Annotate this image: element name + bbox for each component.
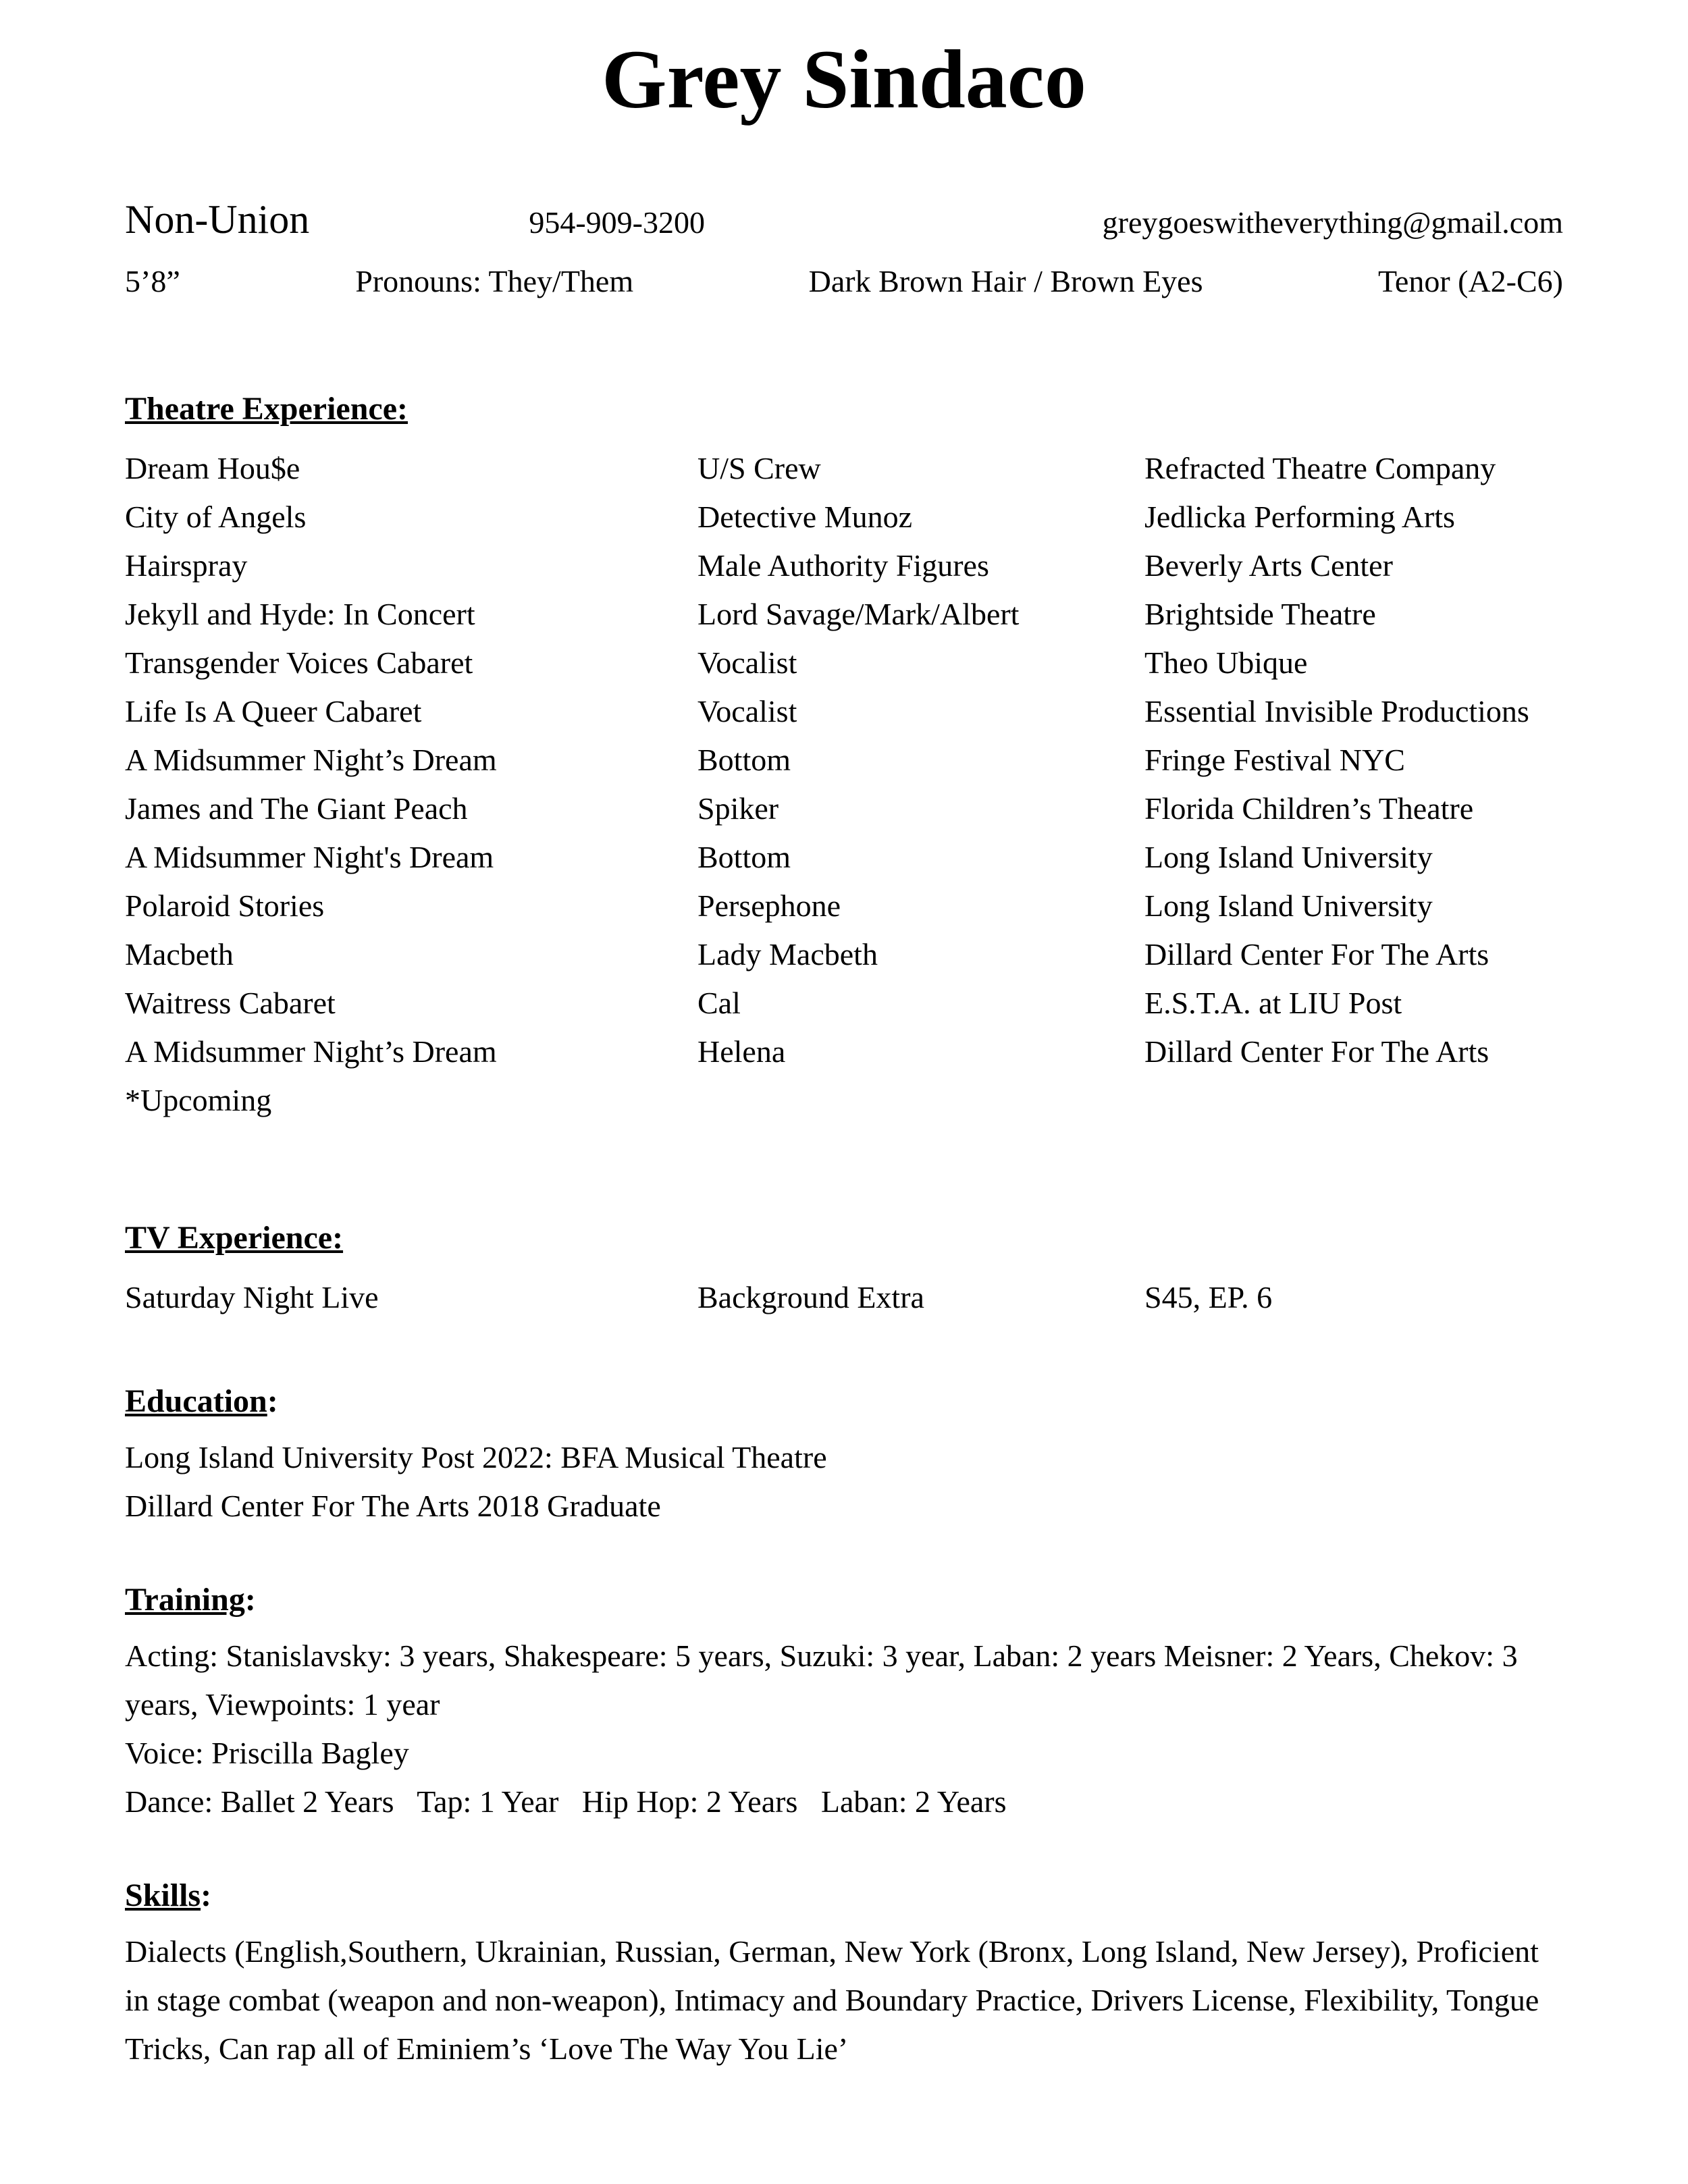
company: Dillard Center For The Arts: [1144, 1034, 1489, 1069]
role: Bottom: [697, 840, 791, 875]
show-title: Waitress Cabaret: [125, 986, 336, 1021]
education-lines: [125, 1433, 1563, 1530]
stats-row: [125, 263, 1563, 299]
education-section-heading: Education:: [125, 1383, 278, 1420]
voice-range-stat: Tenor (A2-C6): [1378, 264, 1563, 299]
training-voice-line: Voice: Priscilla Bagley: [125, 1736, 409, 1771]
role: U/S Crew: [697, 451, 821, 486]
hair-eyes-stat: Dark Brown Hair / Brown Eyes: [808, 264, 1203, 299]
role: Persephone: [697, 888, 841, 924]
show-title: Macbeth: [125, 937, 234, 972]
show-title: Polaroid Stories: [125, 888, 325, 924]
company: Florida Children’s Theatre: [1144, 791, 1474, 826]
pronouns-stat: Pronouns: They/Them: [355, 264, 634, 299]
episode: S45, EP. 6: [1144, 1280, 1273, 1315]
company: Jedlicka Performing Arts: [1144, 500, 1455, 535]
theatre-credits-table: [125, 444, 1563, 1125]
role: Detective Munoz: [697, 500, 913, 535]
phone-number: 954-909-3200: [529, 205, 705, 240]
education-line: Long Island University Post 2022: BFA Musical Theatre: [125, 1440, 827, 1475]
role: Cal: [697, 986, 741, 1021]
company: Long Island University: [1144, 888, 1433, 924]
contact-row: [125, 196, 1563, 243]
company: Beverly Arts Center: [1144, 548, 1393, 583]
role: Lady Macbeth: [697, 937, 878, 972]
skills-text: Dialects (English,Southern, Ukrainian, Russian, German, New York (Bronx, Long Island, New Jersey), Proficient in stage combat (weapon and non-weapon), Intimacy and Boundary Practice, Drivers License, Flexibility, Tongue Tricks, Can rap all of Eminiem’s ‘Love The Way You Lie’: [125, 1934, 1547, 2067]
show-title: Dream Hou$e: [125, 451, 300, 486]
show-title: A Midsummer Night’s Dream: [125, 1034, 497, 1069]
role: Background Extra: [697, 1280, 924, 1315]
show-title: Hairspray: [125, 548, 248, 583]
show-title: A Midsummer Night's Dream: [125, 840, 494, 875]
training-dance-line: Dance: Ballet 2 Years Tap: 1 Year Hip Hop: 2 Years Laban: 2 Years: [125, 1784, 1007, 1819]
show-title: James and The Giant Peach: [125, 791, 468, 826]
training-acting-line: Acting: Stanislavsky: 3 years, Shakespeare: 5 years, Suzuki: 3 year, Laban: 2 years Meisner: 2 Years, Chekov: 3 years, Viewpoints: 1 year: [125, 1639, 1526, 1722]
company: Long Island University: [1144, 840, 1433, 875]
role: Vocalist: [697, 645, 797, 681]
height-stat: 5’8”: [125, 264, 180, 299]
tv-section-heading: TV Experience:: [125, 1220, 344, 1256]
training-section-heading: Training:: [125, 1582, 256, 1618]
education-line: Dillard Center For The Arts 2018 Graduate: [125, 1489, 661, 1524]
training-lines: [125, 1632, 1563, 1826]
show-title: Saturday Night Live: [125, 1280, 379, 1315]
company: Theo Ubique: [1144, 645, 1308, 681]
skills-section-heading: Skills:: [125, 1877, 212, 1914]
company: Fringe Festival NYC: [1144, 743, 1405, 778]
union-status: Non-Union: [125, 197, 310, 242]
role: Male Authority Figures: [697, 548, 989, 583]
company: Brightside Theatre: [1144, 597, 1376, 632]
role: Spiker: [697, 791, 779, 826]
upcoming-footnote: *Upcoming: [125, 1083, 272, 1118]
theatre-section-heading: Theatre Experience:: [125, 391, 408, 427]
company: Dillard Center For The Arts: [1144, 937, 1489, 972]
company: E.S.T.A. at LIU Post: [1144, 986, 1402, 1021]
tv-credits-table: [125, 1273, 1563, 1322]
company: Refracted Theatre Company: [1144, 451, 1496, 486]
show-title: City of Angels: [125, 500, 307, 535]
role: Helena: [697, 1034, 786, 1069]
role: Bottom: [697, 743, 791, 778]
email-address: greygoeswitheverything@gmail.com: [1102, 205, 1563, 240]
role: Lord Savage/Mark/Albert: [697, 597, 1020, 632]
show-title: Transgender Voices Cabaret: [125, 645, 473, 681]
role: Vocalist: [697, 694, 797, 729]
resume-title: Grey Sindaco: [602, 33, 1086, 126]
show-title: Jekyll and Hyde: In Concert: [125, 597, 475, 632]
show-title: A Midsummer Night’s Dream: [125, 743, 497, 778]
show-title: Life Is A Queer Cabaret: [125, 694, 422, 729]
company: Essential Invisible Productions: [1144, 694, 1529, 729]
